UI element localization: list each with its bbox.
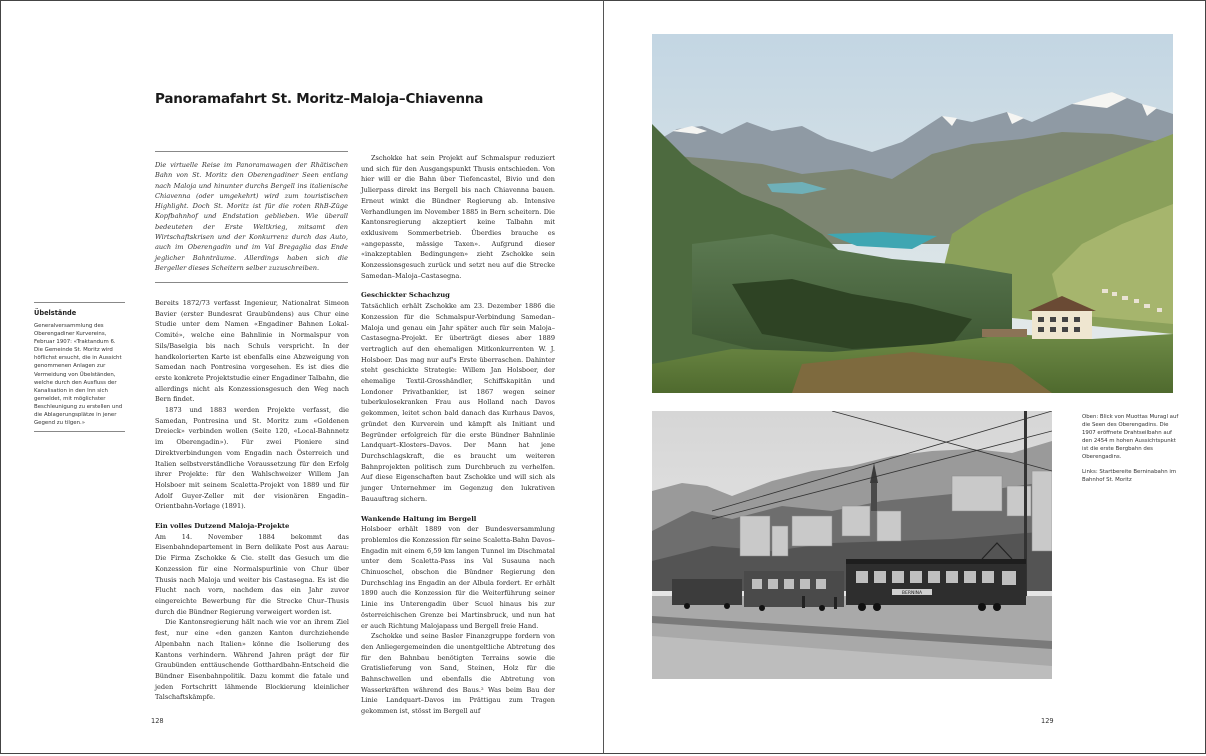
sidebar-box — [34, 302, 125, 432]
intro-text: Die virtuelle Reise im Panoramawagen der Rhätischen Bahn von St. Moritz den Oberengadiner Seen entlang nach Maloja und hinunter durchs Bergell ins italienische Chiavenna (oder umgekehrt) wird zum touristischen Highlight. Doch St. Moritz ist für die roten RhB-Züge Kopfbahnhof und Endstation geblieben. Wie überall bedeuteten der Erste Weltkrieg, mitsamt den Wirtschaftskrisen und der Konkurrenz durch das Auto, auch im Oberengadin und im Val Bregaglia das Ende jeglicher Bahnträume. Allerdings haben sich die Bergeller dieses Scheitern selber zuzuschreiben. — [155, 161, 348, 272]
paragraph: Zschokke und seine Basler Finanzgruppe fordern von den Anliegergemeinden die unentgeltliche Abtretung des für den Bahnbau benötigten Terrains sowie die Gratislieferung von Sand, Steinen, Holz für die Bahnschwellen und ebenfalls die Abtretung von Wasserkräften während des Baus.² Was beim Bau der Linie Landquart–Davos im Prättigau zum Tragen gekommen ist, stösst im Bergell auf — [361, 632, 555, 716]
paragraph: Tatsächlich erhält Zschokke am 23. Dezember 1886 die Konzession für die Schmalspur-Verbindung Samedan–Maloja und genau ein Jahr später auch für sein Maloja–Castasegna-Projekt. Er überträgt dieses aber 1889 vertraglich auf den ehemaligen Mitkonkurrenten W. J. Holsboer. Das mag nur auf's Erste überraschen. Dahinter steht geschickte Strategie: Willem Jan Holsboer, der ehemalige Textil-Grosshändler, Schiffskapitän und Londoner Privatbankier, ist 1867 wegen seiner tuberkulosekranken Frau aus Holland nach Davos gekommen, leitet schon bald danach das Kurhaus Davos, gründet den Kurverein und kämpft als Initiant und Begründer erfolgreich für die erste Bündner Bahnlinie Landquart–Klosters–Davos. Der Mann hat jene Durchschlagskraft, die es braucht um weiteren Bahnprojekten politisch zum Durchbruch zu verhelfen. Auf diese Eigenschaften baut Zschokke und will sich als junger Unternehmer im Gegenzug den lukrativen Bauauftrag sichern. — [361, 302, 555, 503]
paragraph: Am 14. November 1884 bekommt das Eisenbahndepartement in Bern delikate Post aus Aarau: Die Firma Zschokke & Cie. stellt das Gesuch um die Konzession für eine Normalspurlinie von Chur über Thusis nach Maloja und weiter bis Castasegna. Es ist die Flucht nach vorn, nachdem das ein Jahr zuvor eingereichte Bewerbung für die Strecke Chur–Thusis durch die Bündner Regierung verweigert worden ist. — [155, 532, 349, 616]
left-page — [0, 0, 603, 754]
caption-bottom: Links: Startbereite Berninabahn im Bahnhof St. Moritz — [1082, 468, 1177, 483]
sidebar-heading: Übelstände — [34, 309, 77, 317]
train-sign: BERNINA — [901, 591, 923, 596]
photo-engadin-lakes — [652, 34, 1173, 393]
paragraph: 1873 und 1883 werden Projekte verfasst, die Samedan, Pontresina und St. Moritz zum «Goldenen Dreieck» verbinden wollen (Seite 120, «Local-Bahnnetz im Oberengadin»). Für zwei Pioniere sind Direktverbindungen vom Engadin nach Österreich und Italien selbstverständliche Voraussetzung für den Erfolg ihrer Projekte: für den Wahlschweizer Willem Jan Holsboer mit seinem Scaletta-Projekt von 1889 und für Adolf Guyer-Zeller mit der visionären Engadin–Orientbahn-Vorlage (1891). — [155, 406, 349, 511]
page-number-right: 129 — [1041, 717, 1054, 725]
page-title: Panoramafahrt St. Moritz–Maloja–Chiavenna — [155, 91, 484, 107]
paragraph: Bereits 1872/73 verfasst Ingenieur, Nationalrat Simeon Bavier (erster Bundesrat Graubündens) aus Chur eine Studie unter dem Namen «Engadiner Bahnen Lokal-Comité», welche eine Bahnlinie in Normalspur von Sils/Baselgia bis nach Schuls verspricht. In der handkolorierten Karte ist ebenfalls eine Abzweigung von Samedan nach Pontresina vorgesehen. Es ist dies die erste konkrete Projektstudie einer Engadiner Talbahn, die allerdings nicht als Konzessionsgesuch den Weg nach Bern findet. — [155, 299, 349, 404]
intro-box — [155, 151, 348, 283]
caption-top: Oben: Blick von Muottas Muragl auf die Seen des Oberengadins. Die 1907 eröffnete Drahtseilbahn auf den 2454 m hohen Aussichtspunkt ist die erste Bergbahn des Oberengadins. — [1082, 414, 1179, 461]
paragraph: Holsboer erhält 1889 von der Bundesversammlung problemlos die Konzession für seine Scaletta-Bahn Davos–Engadin mit einem 6,59 km langen Tunnel im Dischmatal unter dem Scaletta-Pass ins Val Susauna nach Chinuoschel, obschon die Bündner Regierung den Durchschlag ins Engadin an der Albula fordert. Er erhält 1890 auch die Konzession für die Weiterführung seiner Linie ins Unterengadin über Scuol hinaus bis zur österreichischen Grenze bei Martinsbruck, und nun hat er auch Richtung Malojapass und Bergell freie Hand. — [361, 525, 555, 630]
sidebar-text: Generalversammlung des Oberengadiner Kurvereins, Februar 1907: «Traktandum 6. Die Gemeinde St. Moritz wird höflichst ersucht, die in Aussicht genommenen Anlagen zur Vermeidung von Übelständen, welche durch den Ausfluss der Kanalisation in den Inn sich gemeldet, mit möglichster Beschleunigung zu erstellen und die Ablagerungsplätze in jener Gegend zu tilgen.» — [34, 323, 123, 427]
text-column-2 — [361, 153, 555, 717]
section-heading: Geschickter Schachzug — [361, 291, 450, 300]
page-number-left: 128 — [151, 717, 164, 725]
photo-berninabahn — [652, 411, 1052, 679]
paragraph: Zschokke hat sein Projekt auf Schmalspur reduziert und sich für den Ausgangspunkt Thusis entschieden. Von hier will er die Bahn über Tiefencastel, Bivio und den Julierpass direkt ins Bergell bis nach Chiavenna bauen. Erneut winkt die Bündner Regierung ab. Intensive Verhandlungen im November 1885 in Bern scheitern. Die Kantonsregierung akzeptiert keine Talbahn mit exklusivem Sommerbetrieb. Überdies brauche es «angepasste, mässige Taxen». Aufgrund dieser «inakzeptablen Bedingungen» zieht Zschokke sein Konzessionsgesuch zurück und setzt neu auf die Strecke Samedan–Maloja–Castasegna. — [361, 154, 555, 280]
section-heading: Wankende Haltung im Bergell — [361, 514, 477, 523]
text-column-1 — [155, 298, 349, 703]
paragraph: Die Kantonsregierung hält nach wie vor an ihrem Ziel fest, nur eine «den ganzen Kanton durchziehende Alpenbahn nach Italien» könne die Isolierung des Kantons verhindern. Während Jahren prägt der für Graubünden enttäuschende Gotthardbahn-Entscheid die Bündner Eisenbahnpolitik. Dazu kommt die fatale und jeden Fortschritt lähmende Blockierung kleinlicher Talschaftskämpfe. — [155, 618, 349, 702]
photo-caption — [1082, 413, 1182, 490]
section-heading: Ein volles Dutzend Maloja-Projekte — [155, 522, 290, 531]
